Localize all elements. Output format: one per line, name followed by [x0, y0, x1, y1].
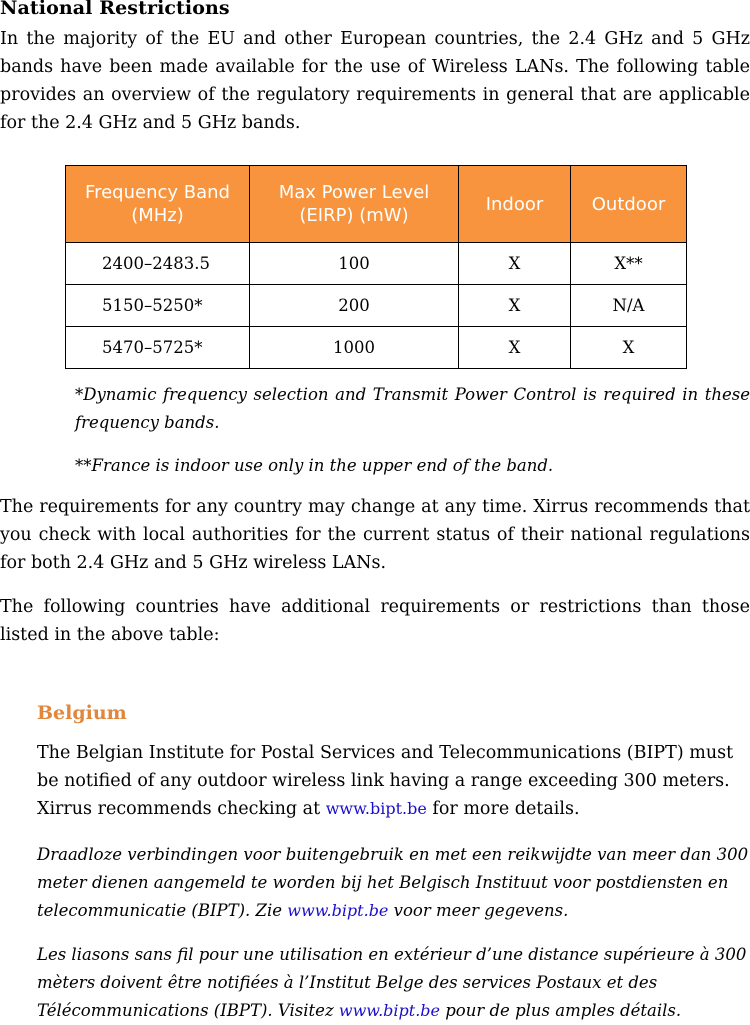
cell-band: 5150–5250*: [66, 285, 250, 327]
cell-band: 2400–2483.5: [66, 243, 250, 285]
cell-power: 1000: [250, 327, 459, 369]
footnote-dfs-tpc: *Dynamic frequency selection and Transmit Power Control is required in these frequency bands.: [75, 385, 750, 432]
cell-band: 5470–5725*: [66, 327, 250, 369]
additional-countries-paragraph: The following countries have additional requirements or restrictions than those listed in the above table:: [0, 597, 750, 645]
belgium-english-text: [37, 739, 750, 823]
country-heading-belgium: Belgium: [37, 702, 127, 724]
header-frequency-band: Frequency Band (MHz): [66, 166, 250, 243]
cell-outdoor: X**: [571, 243, 687, 285]
bipt-link[interactable]: www.bipt.be: [287, 901, 389, 920]
intro-paragraph: In the majority of the EU and other European countries, the 2.4 GHz and 5 GHz bands have been made available for the use of Wireless LANs. The following table provides an overview of the regulatory requirements in general that are applicable for the 2.4 GHz and 5 GHz bands.: [0, 29, 750, 133]
section-title: National Restrictions: [0, 0, 230, 19]
header-max-power: Max Power Level (EIRP) (mW): [250, 166, 459, 243]
table-row: [66, 243, 687, 285]
bipt-link[interactable]: www.bipt.be: [325, 799, 427, 818]
header-outdoor: Outdoor: [571, 166, 687, 243]
belgium-french-post: pour de plus amples détails.: [440, 1001, 682, 1020]
regulatory-table: [65, 165, 687, 369]
cell-outdoor: N/A: [571, 285, 687, 327]
belgium-english-post: for more details.: [426, 799, 580, 819]
cell-outdoor: X: [571, 327, 687, 369]
belgium-french-pre: Les liasons sans fil pour une utilisation en extérieur d’une distance supérieure à 300 mèters doivent être notifiées à l’Institut Belge des services Postaux et des Télécommunications (IBPT). Visitez: [37, 945, 747, 1020]
cell-indoor: X: [459, 327, 571, 369]
requirements-paragraph: The requirements for any country may change at any time. Xirrus recommends that you check with local authorities for the current status of their national regulations for both 2.4 GHz and 5 GHz wireless LANs.: [0, 497, 750, 573]
cell-indoor: X: [459, 243, 571, 285]
footnote-france: **France is indoor use only in the upper end of the band.: [75, 456, 554, 475]
cell-power: 100: [250, 243, 459, 285]
belgium-dutch-pre: Draadloze verbindingen voor buitengebruik en met een reikwijdte van meer dan 300 meter dienen aangemeld te worden bij het Belgisch Instituut voor postdiensten en telecommunicatie (BIPT). Zie: [37, 845, 749, 920]
table-row: [66, 285, 687, 327]
table-row: [66, 327, 687, 369]
belgium-dutch-post: voor meer gegevens.: [388, 901, 569, 920]
table-header-row: [66, 166, 687, 243]
belgium-english-pre: The Belgian Institute for Postal Services and Telecommunications (BIPT) must be notified of any outdoor wireless link having a range exceeding 300 meters. Xirrus recommends checking at: [37, 743, 734, 819]
header-indoor: Indoor: [459, 166, 571, 243]
cell-indoor: X: [459, 285, 571, 327]
belgium-french-text: [37, 941, 750, 1025]
belgium-dutch-text: [37, 841, 750, 925]
cell-power: 200: [250, 285, 459, 327]
bipt-link[interactable]: www.bipt.be: [338, 1001, 440, 1020]
